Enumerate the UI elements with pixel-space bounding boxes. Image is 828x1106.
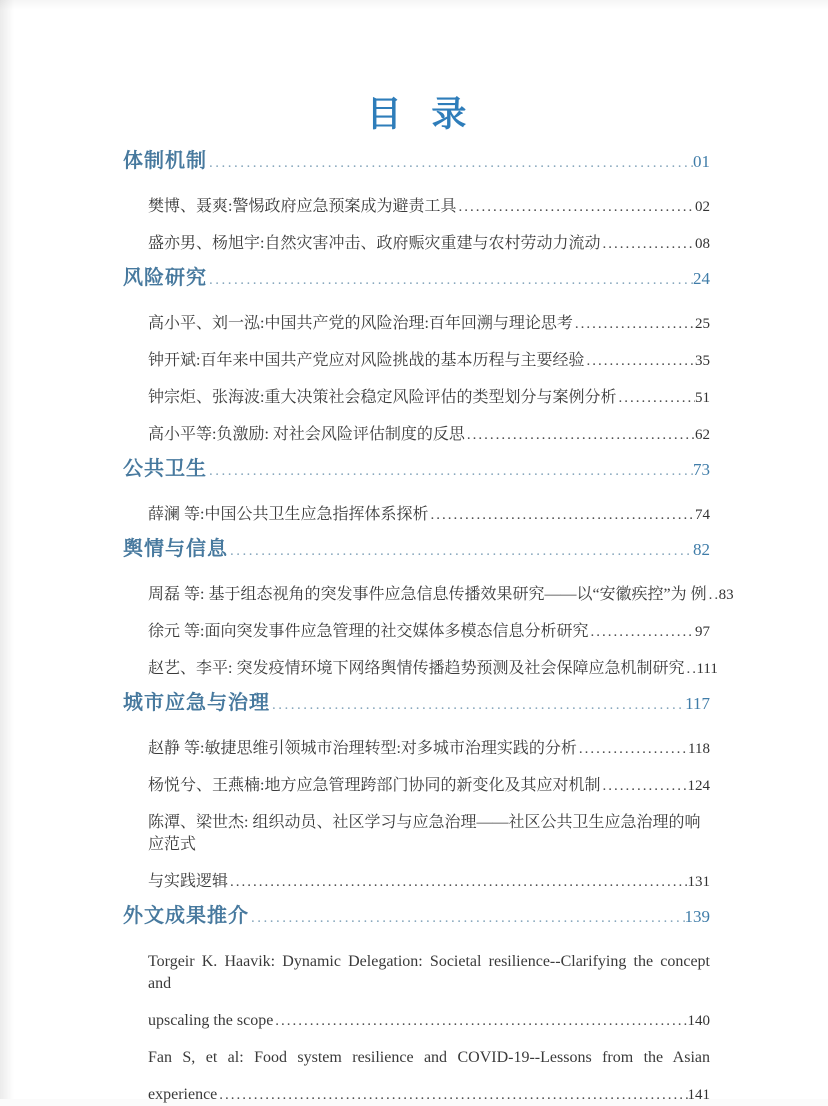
entry-page-number: 124: [687, 778, 710, 794]
section-page-number: 01: [693, 152, 710, 171]
section-page-number: 73: [693, 460, 710, 479]
entry-text: 与实践逻辑: [148, 873, 229, 890]
toc-entry[interactable]: [148, 584, 734, 606]
toc-section-heading[interactable]: [123, 903, 710, 931]
entry-page-number: 140: [687, 1013, 710, 1029]
section-title[interactable]: 公共卫生: [123, 458, 207, 480]
section-title[interactable]: 风险研究: [123, 267, 207, 289]
dot-leader: [709, 584, 719, 606]
entry-text: 徐元 等:面向突发事件应急管理的社交媒体多模态信息分析研究: [148, 623, 589, 640]
entry-text: 周磊 等: 基于组态视角的突发事件应急信息传播效果研究——以“安徽疾控”为 例: [148, 586, 707, 603]
toc-entry[interactable]: [148, 196, 710, 218]
toc-entry[interactable]: [148, 658, 718, 680]
entry-page-number: 02: [695, 199, 710, 215]
toc-section: [123, 456, 710, 526]
entry-page-number: 08: [695, 236, 710, 252]
entry-text: 薛澜 等:中国公共卫生应急指挥体系探析: [148, 506, 429, 523]
section-entries: [123, 936, 710, 1106]
dot-leader: [209, 458, 693, 484]
entry-text-line: Torgeir K. Haavik: Dynamic Delegation: Societal resilience--Clarifying the concept and: [148, 953, 710, 992]
dot-leader: [586, 350, 695, 372]
toc-section-heading[interactable]: [123, 456, 710, 484]
entry-text: 高小平、刘一泓:中国共产党的风险治理:百年回溯与理论思考: [148, 315, 573, 332]
entry-text: 赵静 等:敏捷思维引领城市治理转型:对多城市治理实践的分析: [148, 740, 577, 757]
toc-entry[interactable]: [148, 350, 710, 372]
dot-leader: [575, 313, 695, 335]
entry-page-number: 111: [696, 661, 718, 677]
section-entries: [123, 181, 710, 255]
toc-entry[interactable]: [148, 621, 710, 643]
entry-text: experience: [148, 1086, 218, 1103]
page-title: 目 录: [366, 95, 477, 134]
toc-section: [123, 903, 710, 1106]
dot-leader: [230, 871, 687, 893]
entry-text: 樊博、聂爽:警惕政府应急预案成为避责工具: [148, 198, 457, 215]
entry-text: 高小平等:负激励: 对社会风险评估制度的反思: [148, 426, 465, 443]
toc-section-heading[interactable]: [123, 265, 710, 293]
section-entries: [123, 569, 734, 680]
entry-text: 盛亦男、杨旭宇:自然灾害冲击、政府赈灾重建与农村劳动力流动: [148, 235, 601, 252]
section-title[interactable]: 体制机制: [123, 150, 207, 172]
dot-leader: [430, 504, 695, 526]
entry-text: upscaling the scope: [148, 1012, 274, 1029]
entry-page-number: 35: [695, 353, 710, 369]
dot-leader: [467, 424, 695, 446]
toc-entry[interactable]: [148, 951, 710, 1032]
entry-page-number: 62: [695, 427, 710, 443]
section-title[interactable]: 舆情与信息: [123, 538, 228, 560]
section-entries: [123, 489, 710, 526]
entry-page-number: 118: [688, 741, 710, 757]
toc-section: [123, 148, 710, 255]
entry-text: 杨悦兮、王燕楠:地方应急管理跨部门协同的新变化及其应对机制: [148, 777, 601, 794]
toc-entry[interactable]: [148, 504, 710, 526]
entry-page-number: 51: [695, 390, 710, 406]
entry-page-number: 74: [695, 507, 710, 523]
toc-entry[interactable]: [148, 313, 710, 335]
dot-leader: [618, 387, 695, 409]
dot-leader: [602, 775, 687, 797]
entry-page-number: 83: [718, 587, 734, 603]
section-page-number: 24: [693, 269, 710, 288]
toc-list: [123, 148, 734, 1106]
entry-text-line: Fan S, et al: Food system resilience and COVID-19--Lessons from the Asian: [148, 1049, 710, 1066]
entry-page-number: 141: [687, 1087, 710, 1103]
dot-leader: [209, 267, 693, 293]
section-page-number: 82: [693, 540, 710, 559]
toc-section-heading[interactable]: [123, 690, 710, 718]
section-page-number: 139: [684, 907, 710, 926]
entry-page-number: 131: [687, 874, 710, 890]
dot-leader: [219, 1084, 687, 1106]
entry-text: 赵艺、李平: 突发疫情环境下网络舆情传播趋势预测及社会保障应急机制研究: [148, 660, 685, 677]
toc-entry[interactable]: [148, 775, 710, 797]
toc-section-heading[interactable]: [123, 536, 710, 564]
toc-section-heading[interactable]: [123, 148, 710, 176]
dot-leader: [272, 692, 685, 718]
toc-entry[interactable]: [148, 233, 710, 255]
toc-entry[interactable]: [148, 387, 710, 409]
section-title[interactable]: 城市应急与治理: [123, 692, 270, 714]
toc-section: [123, 536, 734, 680]
dot-leader: [579, 738, 688, 760]
dot-leader: [590, 621, 695, 643]
section-entries: [123, 723, 710, 893]
dot-leader: [275, 1010, 687, 1032]
toc-entry[interactable]: [148, 1047, 710, 1106]
dot-leader: [602, 233, 695, 255]
section-entries: [123, 298, 710, 446]
dot-leader: [230, 538, 693, 564]
dot-leader: [686, 658, 696, 680]
toc-section: [123, 690, 710, 893]
toc-entry[interactable]: [148, 738, 710, 760]
dot-leader: [251, 905, 685, 931]
entry-text-line: 陈潭、梁世杰: 组织动员、社区学习与应急治理——社区公共卫生应急治理的响应范式: [148, 814, 701, 853]
entry-text: 钟宗炬、张海波:重大决策社会稳定风险评估的类型划分与案例分析: [148, 389, 617, 406]
dot-leader: [458, 196, 695, 218]
section-title[interactable]: 外文成果推介: [123, 905, 249, 927]
section-page-number: 117: [685, 694, 710, 713]
entry-page-number: 97: [695, 624, 710, 640]
entry-text: 钟开斌:百年来中国共产党应对风险挑战的基本历程与主要经验: [148, 352, 585, 369]
entry-page-number: 25: [695, 316, 710, 332]
toc-entry[interactable]: [148, 424, 710, 446]
dot-leader: [209, 150, 693, 176]
toc-section: [123, 265, 710, 446]
toc-entry[interactable]: [148, 812, 710, 893]
